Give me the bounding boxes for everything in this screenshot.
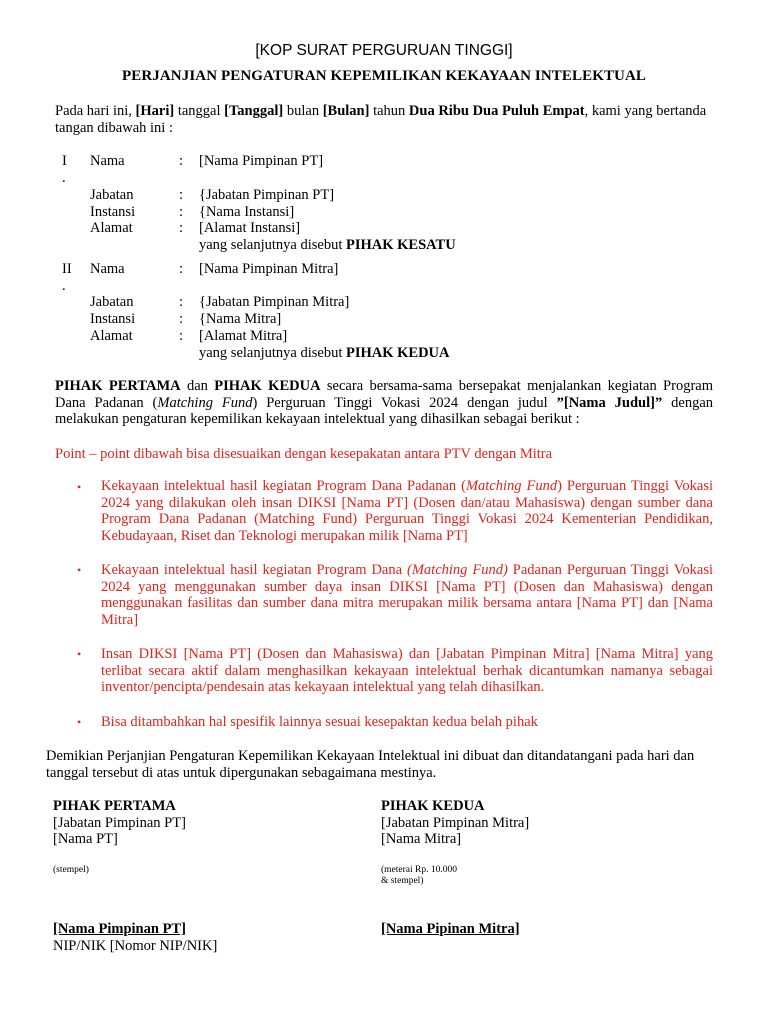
sig-left-heading: PIHAK PERTAMA xyxy=(53,798,176,814)
sig-right-jabatan: [Jabatan Pimpinan Mitra] xyxy=(381,814,530,831)
bullet-glyph-2: • xyxy=(77,563,82,577)
party-one-dot: . xyxy=(62,170,66,186)
intro-bulan: [Bulan] xyxy=(322,103,370,119)
bullet-glyph-4: • xyxy=(77,715,82,729)
bullet-item-2: Kekayaan intelektual hasil kegiatan Program Dana (Matching Fund) Padanan Perguruan Tinggi Vokasi 2024 yang menggunakan sumber daya insan DIKSI [Nama PT] (Dosen dan Mahasiswa) dengan menggunakan fasilitas dan sumber dana mitra merupakan milik bersama antara [Nama PT] dan [Nama Mitra] xyxy=(101,562,713,628)
sig-left-jabatan: [Jabatan Pimpinan PT] xyxy=(53,814,186,831)
document-title: PERJANJIAN PENGATURAN KEPEMILIKAN KEKAYAAN INTELEKTUAL xyxy=(121,68,647,84)
letterhead-placeholder: [KOP SURAT PERGURUAN TINGGI] xyxy=(255,42,513,59)
sig-right-stamp: (meterai Rp. 10.000 & stempel) xyxy=(381,865,457,886)
agreement-paragraph: PIHAK PERTAMA dan PIHAK KEDUA secara bersama-sama bersepakat menjalankan kegiatan Program Dana Padanan (Matching Fund) Perguruan Tinggi Vokasi 2024 dengan judul ”[Nama Judul]” dengan melakukan pengaturan kepemilikan kekayaan intelektual yang dihasilkan sebagai berikut : xyxy=(55,378,714,427)
party-one-reference: yang selanjutnya disebut PIHAK KESATU xyxy=(199,237,456,253)
bullet-glyph-1: • xyxy=(77,480,82,494)
sig-right-nama: [Nama Mitra] xyxy=(381,831,462,847)
intro-paragraph: Pada hari ini, [Hari] tanggal [Tanggal] bulan [Bulan] tahun Dua Ribu Dua Puluh Empat, kami yang bertanda tangan dibawah ini : xyxy=(55,103,707,136)
signature-left xyxy=(53,798,186,848)
party-two-dot: . xyxy=(62,278,66,294)
party-two-reference: yang selanjutnya disebut PIHAK KEDUA xyxy=(199,345,450,361)
bullet-item-3: Insan DIKSI [Nama PT] (Dosen dan Mahasiswa) dan [Jabatan Pimpinan Mitra] [Nama Mitra] yang terlibat secara aktif dalam menghasilkan kekayaan intelektual berhak dicantumkan namanya sebagai inventor/pencipta/pendesain atas kekayaan intelektual yang telah dihasilkan. xyxy=(101,646,713,695)
intro-tahun: Dua Ribu Dua Puluh Empat xyxy=(408,103,585,119)
document-page: [KOP SURAT PERGURUAN TINGGI] PERJANJIAN PENGATURAN KEPEMILIKAN KEKAYAAN INTELEKTUAL Pada hari ini, [Hari] tanggal [Tanggal] bulan [Bulan] tahun Dua Ribu Dua Puluh Empat, kami yang bertanda tangan dibawah ini : I . Nama : [Nama Pimpinan PT] Jabatan : {Jabatan Pimpinan PT] Instansi : {Nama Instansi] Alamat : [Alamat Instansi] yang selanjutnya disebut PIHAK KESATU II . Nama : [Nama Pimpinan Mitra] Jabatan : {Jabatan Pimpinan Mitra] Instansi : {Nama Mitra] Alamat : [Alamat Mitra] yang selanjutnya disebut PIHAK KEDUA PIHAK PERTAMA dan PIHAK KEDUA secara bersama-sama bersepakat menjalankan kegiatan Program Dana Padanan (Matching Fund) Perguruan Tinggi Vokasi 2024 dengan judul ”[Nama Judul]” dengan melakukan pengaturan kepemilikan kekayaan intelektual yang dihasilkan sebagai berikut : Point – point dibawah bisa disesuaikan dengan kesepakatan antara PTV dengan Mitra • Kekayaan intelektual hasil kegiatan Program Dana Padanan (Matching Fund) Perguruan Tinggi Vokasi 2024 yang dilakukan oleh insan DIKSI [Nama PT] (Dosen dan/atau Mahasiswa) dengan sumber dana Program Dana Padanan (Matching Fund) Perguruan Tinggi Vokasi 2024 Kementerian Pendidikan, Kebudayaan, Riset dan Teknologi merupakan milik [Nama PT] • Kekayaan intelektual hasil kegiatan Program Dana (Matching Fund) Padanan Perguruan Tinggi Vokasi 2024 yang menggunakan sumber daya insan DIKSI [Nama PT] (Dosen dan Mahasiswa) dengan menggunakan fasilitas dan sumber dana mitra merupakan milik bersama antara [Nama PT] dan [Nama Mitra] • Insan DIKSI [Nama PT] (Dosen dan Mahasiswa) dan [Jabatan Pimpinan Mitra] [Nama Mitra] yang terlibat secara aktif dalam menghasilkan kekayaan intelektual berhak dicantumkan namanya sebagai inventor/pencipta/pendesain atas kekayaan intelektual yang telah dihasilkan. • Bisa ditambahkan hal spesifik lainnya sesuai kesepaktan kedua belah pihak Demikian Perjanjian Pengaturan Kepemilikan Kekayaan Intelektual ini dibuat dan ditandatangani pada hari dan tanggal tersebut di atas untuk dipergunakan sebagaimana mestinya. PIHAK PERTAMA [Jabatan Pimpinan PT] [Nama PT] (stempel) [Nama Pimpinan PT] NIP/NIK [Nomor NIP/NIK] PIHAK KEDUA [Jabatan Pimpinan Mitra] [Nama Mitra] (meterai Rp. 10.000 & stempel) [Nama Pipinan Mitra] xyxy=(0,0,768,1024)
party-one-designation: PIHAK KESATU xyxy=(345,237,456,253)
intro-hari: [Hari] xyxy=(135,103,175,119)
sig-left-nip: NIP/NIK [Nomor NIP/NIK] xyxy=(53,937,218,954)
party-one-number: I xyxy=(62,153,67,169)
sig-right-heading: PIHAK KEDUA xyxy=(381,798,485,814)
sig-left-signer xyxy=(53,921,217,954)
agreement-judul: ”[Nama Judul]” xyxy=(556,394,663,411)
sig-right-signer-name: [Nama Pipinan Mitra] xyxy=(381,921,520,937)
bullet-item-1: Kekayaan intelektual hasil kegiatan Program Dana Padanan (Matching Fund) Perguruan Tinggi Vokasi 2024 yang dilakukan oleh insan DIKSI [Nama PT] (Dosen dan/atau Mahasiswa) dengan sumber dana Program Dana Padanan (Matching Fund) Perguruan Tinggi Vokasi 2024 Kementerian Pendidikan, Kebudayaan, Riset dan Teknologi merupakan milik [Nama PT] xyxy=(101,478,713,544)
sig-right-signer xyxy=(381,921,520,938)
closing-paragraph: Demikian Perjanjian Pengaturan Kepemilikan Kekayaan Intelektual ini dibuat dan ditandatangani pada hari dan tanggal tersebut di atas untuk dipergunakan sebagaimana mestinya. xyxy=(46,748,695,781)
bullet-item-4: Bisa ditambahkan hal spesifik lainnya sesuai kesepaktan kedua belah pihak xyxy=(101,714,538,730)
agreement-pihak-pertama: PIHAK PERTAMA xyxy=(55,378,181,394)
agreement-pihak-kedua: PIHAK KEDUA xyxy=(214,378,321,394)
party-two-number: II xyxy=(62,261,72,277)
sig-left-nama: [Nama PT] xyxy=(53,831,118,847)
intro-tanggal: [Tanggal] xyxy=(224,103,284,119)
customization-note: Point – point dibawah bisa disesuaikan dengan kesepakatan antara PTV dengan Mitra xyxy=(55,446,553,462)
bullet-glyph-3: • xyxy=(77,647,82,661)
sig-left-stamp: (stempel) xyxy=(53,865,89,875)
sig-left-signer-name: [Nama Pimpinan PT] xyxy=(53,921,186,937)
signature-right xyxy=(381,798,529,848)
party-two-designation: PIHAK KEDUA xyxy=(345,345,450,361)
